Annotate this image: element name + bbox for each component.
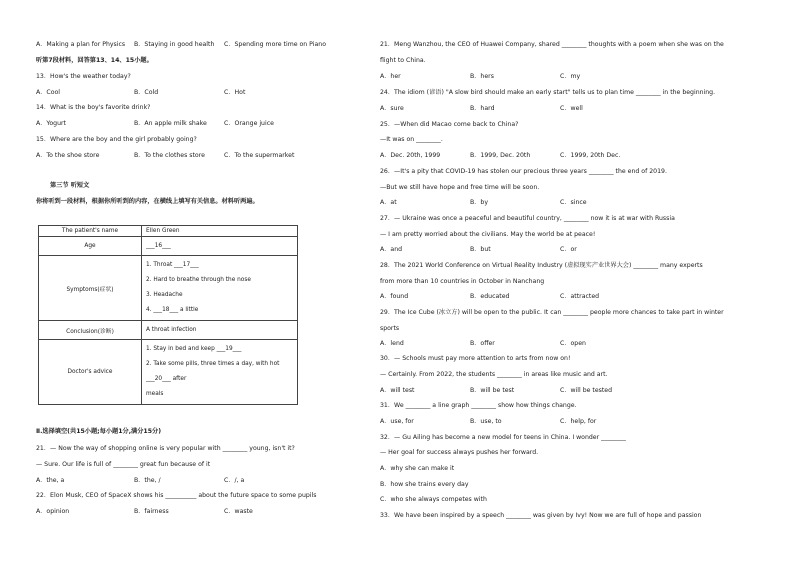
section3-instruction: 你将听到一段材料，根据你所听到的内容，在横线上填写有关信息。材料听两遍。 xyxy=(36,198,259,205)
question-28-line2: from more than 10 countries in October in Nanchang xyxy=(380,278,545,285)
q24-options xyxy=(380,105,583,113)
table-key: Age xyxy=(39,237,142,256)
option-b: B．offer xyxy=(470,340,495,347)
option-b: B．will be test xyxy=(470,387,515,394)
q12-options xyxy=(36,41,326,49)
q30-options xyxy=(380,387,612,395)
option-a: A．found xyxy=(380,293,409,300)
q31-options xyxy=(380,418,596,426)
table-value-list xyxy=(142,340,298,405)
option-c: C．Hot xyxy=(224,89,246,96)
question-26: 26．—It's a pity that COVID-19 has stolen our precious three years ________ the end of 2019. xyxy=(380,168,667,175)
option-b: B．educated xyxy=(470,293,510,300)
option-a: A．at xyxy=(380,199,397,206)
q32-option-a: A．why she can make it xyxy=(380,465,455,472)
option-a: A．lend xyxy=(380,340,404,347)
option-b: B．use, to xyxy=(470,418,502,425)
table-key: Symptoms(症状) xyxy=(39,256,142,321)
table-value: Ellen Green xyxy=(142,226,298,237)
option-b: B．Cold xyxy=(134,89,159,96)
question-27: 27．— Ukraine was once a peaceful and beautiful country, ________ now it is at war with Russia xyxy=(380,215,675,222)
option-c: C．attracted xyxy=(560,293,600,300)
option-c: C．Orange juice xyxy=(224,120,274,127)
option-c: C．waste xyxy=(224,508,253,515)
option-a: A．Making a plan for Physics xyxy=(36,41,126,48)
table-value-list xyxy=(142,256,298,321)
table-key: Conclusion(诊断) xyxy=(39,321,142,340)
question-32: 32．— Gu Ailing has become a new model for teens in China. I wonder ________ xyxy=(380,434,626,441)
option-c: C．/, a xyxy=(224,477,245,484)
option-b: B．but xyxy=(470,246,491,253)
option-c: C．since xyxy=(560,199,587,206)
q21-options xyxy=(36,477,244,485)
question-29-line2: sports xyxy=(380,325,400,332)
symptom-line: 1. Throat ___17___ xyxy=(146,262,199,268)
option-a: A．use, for xyxy=(380,418,414,425)
question-15: 15．Where are the boy and the girl probably going? xyxy=(36,136,197,143)
question-30-line2: — Certainly. From 2022, the students ________ in areas like music and art. xyxy=(380,371,608,378)
option-b: B．An apple milk shake xyxy=(134,120,207,127)
q27-options xyxy=(380,246,577,254)
question-28: 28．The 2021 World Conference on Virtual Reality Industry (虚拟现实产业世界大会) ________ many experts xyxy=(380,262,703,269)
table-value: ___16___ xyxy=(142,237,298,256)
option-a: A．her xyxy=(380,73,401,80)
option-c: C．or xyxy=(560,246,577,253)
option-a: A．Yogurt xyxy=(36,120,66,127)
advice-line: 2. Take some pills, three times a day, with hot ___20___ after xyxy=(146,361,280,382)
patient-info-table xyxy=(38,225,298,405)
option-b: B．To the clothes store xyxy=(134,152,205,159)
question-33: 33．We have been inspired by a speech ________ was given by Ivy! Now we are full of hope and passion xyxy=(380,512,702,519)
q22-options xyxy=(36,508,253,516)
option-c: C．help, for xyxy=(560,418,597,425)
option-b: B．the, / xyxy=(134,477,161,484)
option-c: C．To the supermarket xyxy=(224,152,295,159)
table-value: A throat infection xyxy=(142,321,298,340)
q29-options xyxy=(380,340,586,348)
section3-title: 第三节 听短文 xyxy=(50,182,90,189)
option-b: B．fairness xyxy=(134,508,169,515)
question-26-line2: —But we still have hope and free time will be soon. xyxy=(380,184,540,191)
q26-options xyxy=(380,199,587,207)
option-a: A．Cool xyxy=(36,89,61,96)
option-a: A．the, a xyxy=(36,477,65,484)
option-c: C．Spending more time on Piano xyxy=(224,41,326,48)
question-21-right: 21．Meng Wanzhou, the CEO of Huawei Company, shared ________ thoughts with a poem when she was on the xyxy=(380,41,724,48)
q13-options xyxy=(36,89,245,97)
option-b: B．by xyxy=(470,199,489,206)
question-31: 31．We ________ a line graph ________ show how things change. xyxy=(380,402,577,409)
option-a: A．and xyxy=(380,246,403,253)
q25-options xyxy=(380,152,620,160)
symptom-line: 3. Headache xyxy=(146,292,183,298)
table-row xyxy=(39,321,298,340)
table-key: The patient's name xyxy=(39,226,142,237)
option-a: A．will test xyxy=(380,387,415,394)
advice-line: meals xyxy=(146,391,164,397)
table-row xyxy=(39,226,298,237)
option-c: C．will be tested xyxy=(560,387,613,394)
table-key: Doctor's advice xyxy=(39,340,142,405)
instruction-7: 听第7段材料，回答第13、14、15小题。 xyxy=(36,57,153,64)
option-b: B．Staying in good health xyxy=(134,41,215,48)
q15-options xyxy=(36,152,294,160)
table-row xyxy=(39,237,298,256)
question-25-line2: —It was on ________. xyxy=(380,136,443,143)
table-row xyxy=(39,256,298,321)
question-21: 21．— Now the way of shopping online is very popular with ________ young, isn't it? xyxy=(36,445,295,452)
question-29: 29．The Ice Cube (冰立方) will be open to the public. It can ________ people more chances to take part in winter xyxy=(380,309,724,316)
question-21-right-line2: flight to China. xyxy=(380,57,426,64)
option-b: B．hard xyxy=(470,105,495,112)
question-30: 30．— Schools must pay more attention to arts from now on! xyxy=(380,355,571,362)
question-22: 22．Elon Musk, CEO of SpaceX shows his __________ about the future space to some pupils xyxy=(36,492,317,499)
q21-right-options xyxy=(380,73,580,81)
q32-option-b: B．how she trains every day xyxy=(380,481,469,488)
symptom-line: 2. Hard to breathe through the nose xyxy=(146,277,251,283)
advice-line: 1. Stay in bed and keep ___19___ xyxy=(146,346,242,352)
question-32-line2: — Her goal for success always pushes her forward. xyxy=(380,449,539,456)
option-a: A．sure xyxy=(380,105,404,112)
option-b: B．1999, Dec. 20th xyxy=(470,152,531,159)
q28-options xyxy=(380,293,599,301)
symptom-line: 4. ___18___ a little xyxy=(146,307,199,313)
q32-option-c: C．who she always competes with xyxy=(380,496,487,503)
option-a: A．opinion xyxy=(36,508,70,515)
section2-title: Ⅱ.选择填空(共15小题;每小题1分,满分15分) xyxy=(36,428,162,435)
question-27-line2: — I am pretty worried about the civilians. May the world be at peace! xyxy=(380,231,596,238)
q14-options xyxy=(36,120,274,128)
option-c: C．my xyxy=(560,73,581,80)
question-21-line2: — Sure. Our life is full of ________ great fun because of it xyxy=(36,461,211,468)
question-24: 24．The idiom (谚语) "A slow bird should make an early start" tells us to plan time ________ in the beginning. xyxy=(380,89,716,96)
option-c: C．1999, 20th Dec. xyxy=(560,152,621,159)
option-c: C．open xyxy=(560,340,586,347)
option-b: B．hers xyxy=(470,73,494,80)
option-c: C．well xyxy=(560,105,583,112)
option-a: A．Dec. 20th, 1999 xyxy=(380,152,441,159)
question-14: 14．What is the boy's favorite drink? xyxy=(36,104,151,111)
table-row xyxy=(39,340,298,405)
option-a: A．To the shoe store xyxy=(36,152,100,159)
question-13: 13．How's the weather today? xyxy=(36,73,131,80)
question-25: 25．—When did Macao come back to China? xyxy=(380,121,519,128)
